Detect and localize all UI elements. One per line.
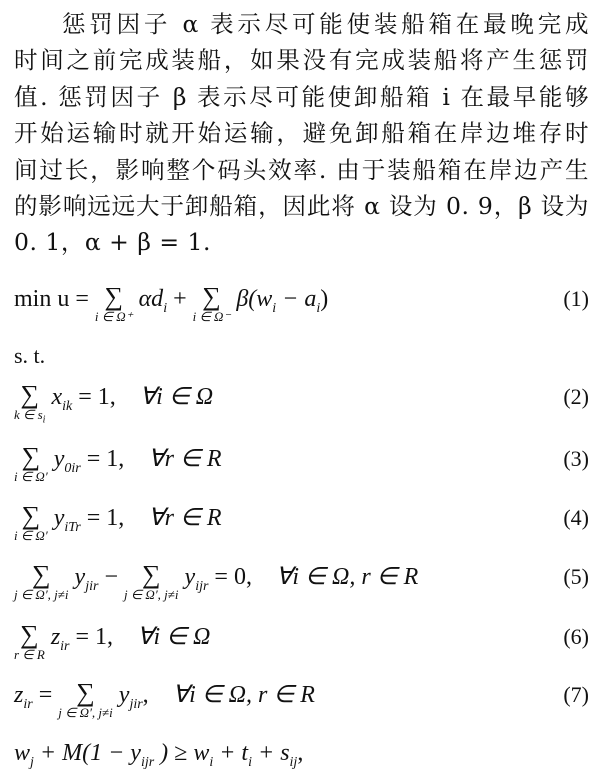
- equation-2: [14, 380, 589, 426]
- paragraph-line: 惩罚因子 α 表示尽可能使装船箱在最晚完成: [62, 10, 589, 38]
- equation-number: (5): [563, 564, 589, 589]
- subscript: ijr: [195, 578, 209, 594]
- eq-var: z: [14, 682, 24, 708]
- equation-6: [14, 622, 589, 662]
- subscript: i: [163, 300, 168, 316]
- equation-body: [14, 380, 214, 426]
- subscript: i: [209, 754, 214, 770]
- subject-to-label: s. t.: [14, 343, 46, 368]
- eq-term: + s: [258, 740, 290, 766]
- summation: ∑ j ∈ Ω′, j≠i: [123, 560, 179, 602]
- equation-8: [14, 738, 589, 772]
- body-paragraph: [14, 6, 589, 261]
- equation-number: (3): [563, 446, 589, 471]
- eq-term: ) ≥ w: [160, 740, 210, 766]
- equation-body: [14, 738, 303, 778]
- eq-term: αd: [138, 286, 164, 312]
- eq-var: y: [53, 505, 65, 531]
- subscript: 0ir: [64, 460, 81, 476]
- equation-body: [14, 622, 210, 662]
- eq-operator: =: [38, 682, 53, 708]
- equation-number: (6): [563, 624, 589, 649]
- sum-limit: i ∈ Ω′: [14, 528, 48, 543]
- subscript: jir: [85, 578, 99, 594]
- summation: ∑ i ∈ Ω′: [14, 442, 48, 484]
- paragraph-line: 的影响远远大于卸船箱，因此将 α 设为 0. 9，β 设为: [14, 191, 589, 220]
- eq-rhs: = 1,: [86, 505, 125, 531]
- eq-rhs: = 1,: [75, 624, 114, 650]
- equation-body: [14, 562, 418, 602]
- eq-condition: ∀i ∈ Ω: [139, 384, 214, 410]
- summation: ∑ j ∈ Ω′, j≠i: [14, 560, 69, 602]
- eq-var: y: [53, 446, 65, 472]
- equation-body: [14, 503, 222, 543]
- eq-var: y: [74, 564, 86, 590]
- equation-number: (4): [563, 505, 589, 530]
- sum-limit: k ∈ s: [14, 407, 43, 422]
- equation-number: (2): [563, 384, 589, 409]
- paragraph-line: 值. 惩罚因子 β 表示尽可能使卸船箱 i 在最早能够: [14, 82, 589, 111]
- equation-number: (1): [563, 286, 589, 311]
- eq-operator: −: [104, 564, 118, 590]
- eq-term: + t: [219, 740, 249, 766]
- sum-limit: j ∈ Ω′, j≠i: [58, 705, 113, 720]
- eq-rhs: = 1,: [78, 384, 116, 410]
- eq-var: x: [51, 384, 63, 410]
- subscript: i: [248, 754, 252, 770]
- equation-3: [14, 444, 589, 484]
- summation: ∑ i ∈ Ω⁺: [94, 282, 133, 324]
- sum-limit: i ∈ Ω⁻: [192, 309, 231, 324]
- eq-condition: ∀i ∈ Ω, r ∈ R: [275, 564, 419, 590]
- equation-body: [14, 680, 315, 720]
- eq-punct: ,: [297, 740, 304, 766]
- summation: ∑ i ∈ Ω′: [14, 501, 48, 543]
- sum-limit: r ∈ R: [14, 647, 45, 662]
- summation: ∑ k ∈ $s_i$: [14, 380, 46, 426]
- subscript: ijr: [140, 754, 155, 770]
- eq-condition: ∀r ∈ R: [148, 446, 222, 472]
- equation-number: (7): [563, 682, 589, 707]
- eq-rhs: = 0,: [214, 564, 252, 590]
- paragraph-line: 间过长，影响整个码头效率. 由于装船箱在岸边产生: [14, 155, 589, 184]
- eq-var: z: [50, 624, 61, 650]
- subscript: i: [316, 300, 321, 316]
- subscript: jir: [129, 696, 143, 712]
- summation: ∑ j ∈ Ω′, j≠i: [58, 678, 113, 720]
- sum-limit: j ∈ Ω′, j≠i: [14, 587, 69, 602]
- eq-condition: ∀i ∈ Ω: [137, 624, 211, 650]
- equation-5: [14, 562, 589, 602]
- eq-term: + M(1 − y: [39, 740, 141, 766]
- equation-4: [14, 503, 589, 543]
- subscript: iTr: [64, 519, 81, 535]
- eq-punct: ,: [142, 682, 149, 708]
- summation: ∑ i ∈ Ω⁻: [192, 282, 231, 324]
- sum-limit: i ∈ Ω′: [14, 469, 48, 484]
- paragraph-line: 开始运输时就开始运输，避免卸船箱在岸边堆存时: [14, 119, 589, 148]
- eq-var: y: [118, 682, 130, 708]
- eq-lhs: min u =: [14, 286, 89, 312]
- eq-rhs: = 1,: [86, 446, 125, 472]
- eq-term: − a: [282, 286, 317, 312]
- summation: ∑ r ∈ R: [14, 620, 45, 662]
- sum-limit: i ∈ Ω⁺: [94, 309, 133, 324]
- eq-var: w: [14, 740, 31, 766]
- eq-condition: ∀r ∈ R: [148, 505, 222, 531]
- equation-7: [14, 680, 589, 720]
- equation-1: [14, 284, 589, 324]
- eq-term: ): [320, 286, 329, 312]
- subscript: ir: [23, 696, 33, 712]
- equation-body: [14, 284, 328, 324]
- subscript: i: [272, 300, 277, 316]
- equation-body: [14, 444, 222, 484]
- eq-term: β(w: [236, 286, 273, 312]
- paragraph-line: 0. 1，α + β = 1.: [14, 228, 211, 257]
- subscript: j: [30, 754, 34, 770]
- sum-limit: j ∈ Ω′, j≠i: [123, 587, 179, 602]
- eq-condition: ∀i ∈ Ω, r ∈ R: [172, 682, 315, 708]
- subscript: ij: [289, 754, 298, 770]
- eq-operator: +: [173, 286, 187, 312]
- paragraph-line: 时间之前完成装船，如果没有完成装船将产生惩罚: [14, 46, 589, 75]
- eq-var: y: [184, 564, 196, 590]
- subscript: i: [42, 414, 46, 426]
- subject-to: [14, 341, 589, 373]
- subscript: ir: [60, 638, 70, 654]
- subscript: ik: [62, 398, 73, 414]
